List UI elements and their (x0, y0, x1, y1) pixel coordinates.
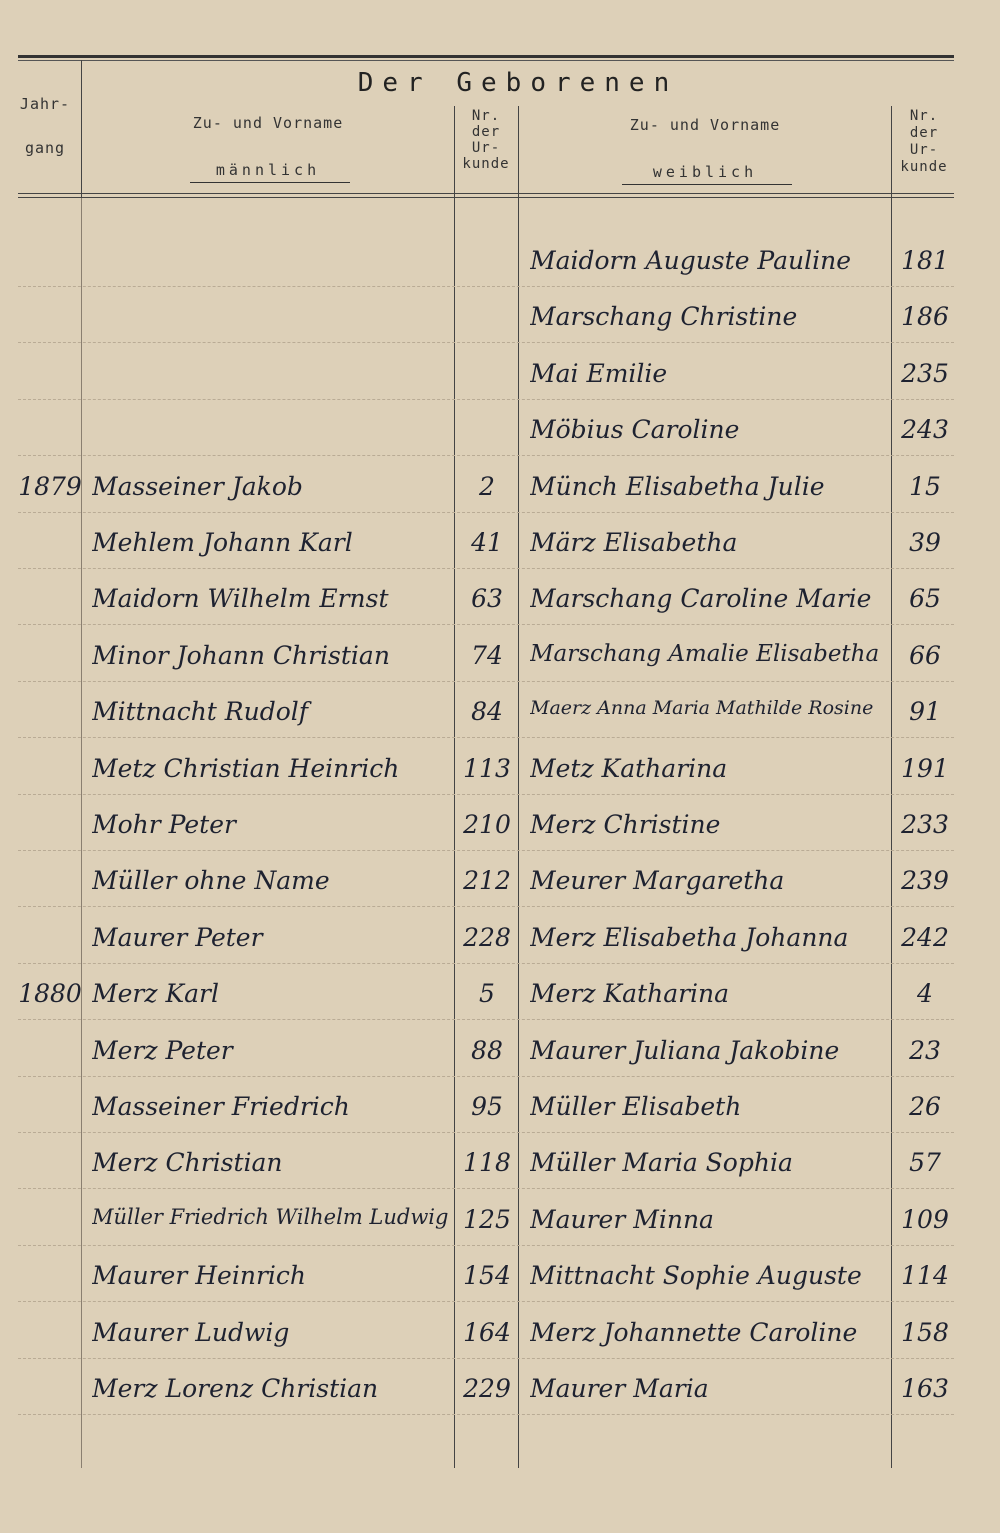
female-name-cell: Maidorn Auguste Pauline (530, 246, 852, 275)
row-rule (18, 850, 954, 851)
female-name-cell: Mittnacht Sophie Auguste (530, 1261, 862, 1291)
female-name-cell: Müller Maria Sophia (530, 1148, 793, 1178)
female-name-cell: März Elisabetha (530, 528, 738, 557)
nr-label-line-3: Ur- (909, 142, 939, 158)
male-nr-cell: 164 (463, 1317, 511, 1347)
year-cell: 1880 (18, 979, 82, 1009)
top-rule (18, 55, 954, 58)
male-nr-cell: 63 (471, 584, 503, 614)
male-nr-cell: 154 (463, 1261, 511, 1291)
nr-label-line-4: kunde (900, 159, 948, 175)
male-name-cell: Minor Johann Christian (92, 640, 390, 670)
female-name-cell: Merz Katharina (530, 979, 730, 1009)
male-name-cell: Masseiner Friedrich (92, 1092, 350, 1121)
jahrgang-label-1: Jahr- (19, 95, 71, 113)
male-name-cell: Masseiner Jakob (92, 471, 303, 501)
female-name-cell: Münch Elisabetha Julie (530, 471, 825, 501)
row-rule (18, 1076, 954, 1077)
page-title: Der Geborenen (357, 68, 679, 98)
female-nr-cell: 243 (901, 415, 949, 445)
female-name-cell: Mai Emilie (530, 358, 668, 388)
female-name-cell: Marschang Amalie Elisabetha (530, 640, 880, 667)
female-nr-cell: 239 (901, 866, 949, 896)
column-line-female-nr (891, 106, 892, 1468)
row-rule (18, 399, 954, 400)
column-line-year-body (81, 198, 82, 1468)
row-rule (18, 1019, 954, 1020)
male-nr-label (454, 108, 518, 172)
female-name-label: Zu- und Vorname (629, 116, 781, 134)
female-name-cell: Maerz Anna Maria Mathilde Rosine (530, 697, 874, 720)
male-name-cell: Mohr Peter (92, 810, 236, 839)
female-nr-cell: 91 (909, 697, 941, 727)
male-name-cell: Maurer Peter (92, 922, 263, 952)
male-name-cell: Maurer Ludwig (92, 1317, 290, 1347)
row-rule (18, 906, 954, 907)
male-nr-cell: 113 (463, 753, 511, 783)
female-nr-cell: 4 (917, 979, 933, 1009)
jahrgang-label-2: gang (24, 139, 66, 157)
row-rule (18, 1132, 954, 1133)
male-nr-cell: 229 (463, 1374, 511, 1403)
female-nr-cell: 186 (901, 302, 949, 332)
female-nr-cell: 181 (901, 246, 949, 275)
nr-label-line-1: Nr. (471, 108, 501, 124)
male-nr-cell: 228 (463, 922, 511, 952)
female-nr-cell: 39 (909, 528, 941, 557)
male-nr-cell: 5 (479, 979, 495, 1009)
female-name-cell: Möbius Caroline (530, 415, 740, 445)
male-name-cell: Metz Christian Heinrich (92, 753, 400, 783)
female-name-cell: Merz Johannette Caroline (530, 1317, 858, 1347)
female-nr-cell: 23 (909, 1035, 941, 1065)
column-line-male-nr (454, 106, 455, 1468)
female-nr-cell: 65 (909, 584, 941, 614)
female-nr-cell: 242 (901, 922, 949, 952)
male-name-cell: Müller ohne Name (92, 866, 330, 896)
female-label: weiblich (652, 163, 758, 181)
male-name-cell: Mittnacht Rudolf (92, 697, 309, 727)
row-rule (18, 286, 954, 287)
row-rule (18, 1301, 954, 1302)
female-name-cell: Metz Katharina (530, 753, 728, 783)
male-name-cell: Merz Karl (92, 979, 219, 1009)
header-rule-2 (18, 197, 954, 198)
female-nr-cell: 163 (901, 1374, 949, 1403)
male-nr-cell: 84 (471, 697, 503, 727)
column-line-female (518, 106, 519, 1468)
female-name-cell: Maurer Juliana Jakobine (530, 1035, 840, 1065)
female-nr-cell: 109 (901, 1204, 949, 1234)
header-rule (18, 193, 954, 194)
male-name-label: Zu- und Vorname (192, 114, 344, 132)
row-rule (18, 455, 954, 456)
row-rule (18, 681, 954, 682)
male-name-cell: Maurer Heinrich (92, 1261, 306, 1291)
nr-label-line-1: Nr. (909, 108, 939, 124)
female-name-cell: Merz Christine (530, 810, 721, 839)
female-name-cell: Meurer Margaretha (530, 866, 785, 896)
row-rule (18, 737, 954, 738)
male-nr-cell: 210 (463, 810, 511, 839)
female-nr-cell: 57 (909, 1148, 941, 1178)
column-line-year (81, 60, 82, 198)
nr-label-line-2: der (471, 124, 501, 140)
male-label-underline (190, 182, 350, 183)
row-rule (18, 794, 954, 795)
male-nr-cell: 95 (471, 1092, 503, 1121)
female-nr-cell: 114 (901, 1261, 949, 1291)
female-label-underline (622, 184, 792, 185)
row-rule (18, 1414, 954, 1415)
male-name-cell: Merz Peter (92, 1035, 233, 1065)
row-rule (18, 1188, 954, 1189)
male-label: männlich (215, 161, 321, 179)
male-nr-cell: 118 (463, 1148, 511, 1178)
male-nr-cell: 41 (471, 528, 503, 557)
female-nr-cell: 233 (901, 810, 949, 839)
female-nr-cell: 26 (909, 1092, 941, 1121)
male-name-cell: Merz Christian (92, 1148, 283, 1178)
top-rule-thin (18, 60, 954, 61)
male-name-cell: Merz Lorenz Christian (92, 1374, 379, 1403)
female-nr-cell: 158 (901, 1317, 949, 1347)
male-nr-cell: 2 (479, 471, 495, 501)
row-rule (18, 342, 954, 343)
nr-label-line-3: Ur- (471, 140, 501, 156)
row-rule (18, 1245, 954, 1246)
female-name-cell: Maurer Maria (530, 1374, 709, 1403)
male-name-cell: Mehlem Johann Karl (92, 528, 353, 557)
row-rule (18, 568, 954, 569)
nr-label-line-2: der (909, 125, 939, 141)
female-nr-cell: 191 (901, 753, 949, 783)
female-name-cell: Maurer Minna (530, 1204, 714, 1234)
female-nr-cell: 15 (909, 471, 941, 501)
female-name-cell: Marschang Christine (530, 302, 798, 332)
male-name-cell: Maidorn Wilhelm Ernst (92, 584, 389, 614)
female-nr-cell: 66 (909, 640, 941, 670)
row-rule (18, 1358, 954, 1359)
female-name-cell: Merz Elisabetha Johanna (530, 922, 849, 952)
female-name-cell: Marschang Caroline Marie (530, 584, 872, 614)
female-nr-label (892, 108, 956, 176)
male-nr-cell: 88 (471, 1035, 503, 1065)
row-rule (18, 963, 954, 964)
nr-label-line-4: kunde (462, 156, 510, 172)
male-nr-cell: 212 (463, 866, 511, 896)
male-nr-cell: 74 (471, 640, 503, 670)
female-name-cell: Müller Elisabeth (530, 1092, 742, 1121)
row-rule (18, 512, 954, 513)
male-nr-cell: 125 (463, 1204, 511, 1234)
year-cell: 1879 (18, 471, 82, 501)
female-nr-cell: 235 (901, 358, 949, 388)
row-rule (18, 624, 954, 625)
male-name-cell: Müller Friedrich Wilhelm Ludwig (92, 1204, 449, 1229)
